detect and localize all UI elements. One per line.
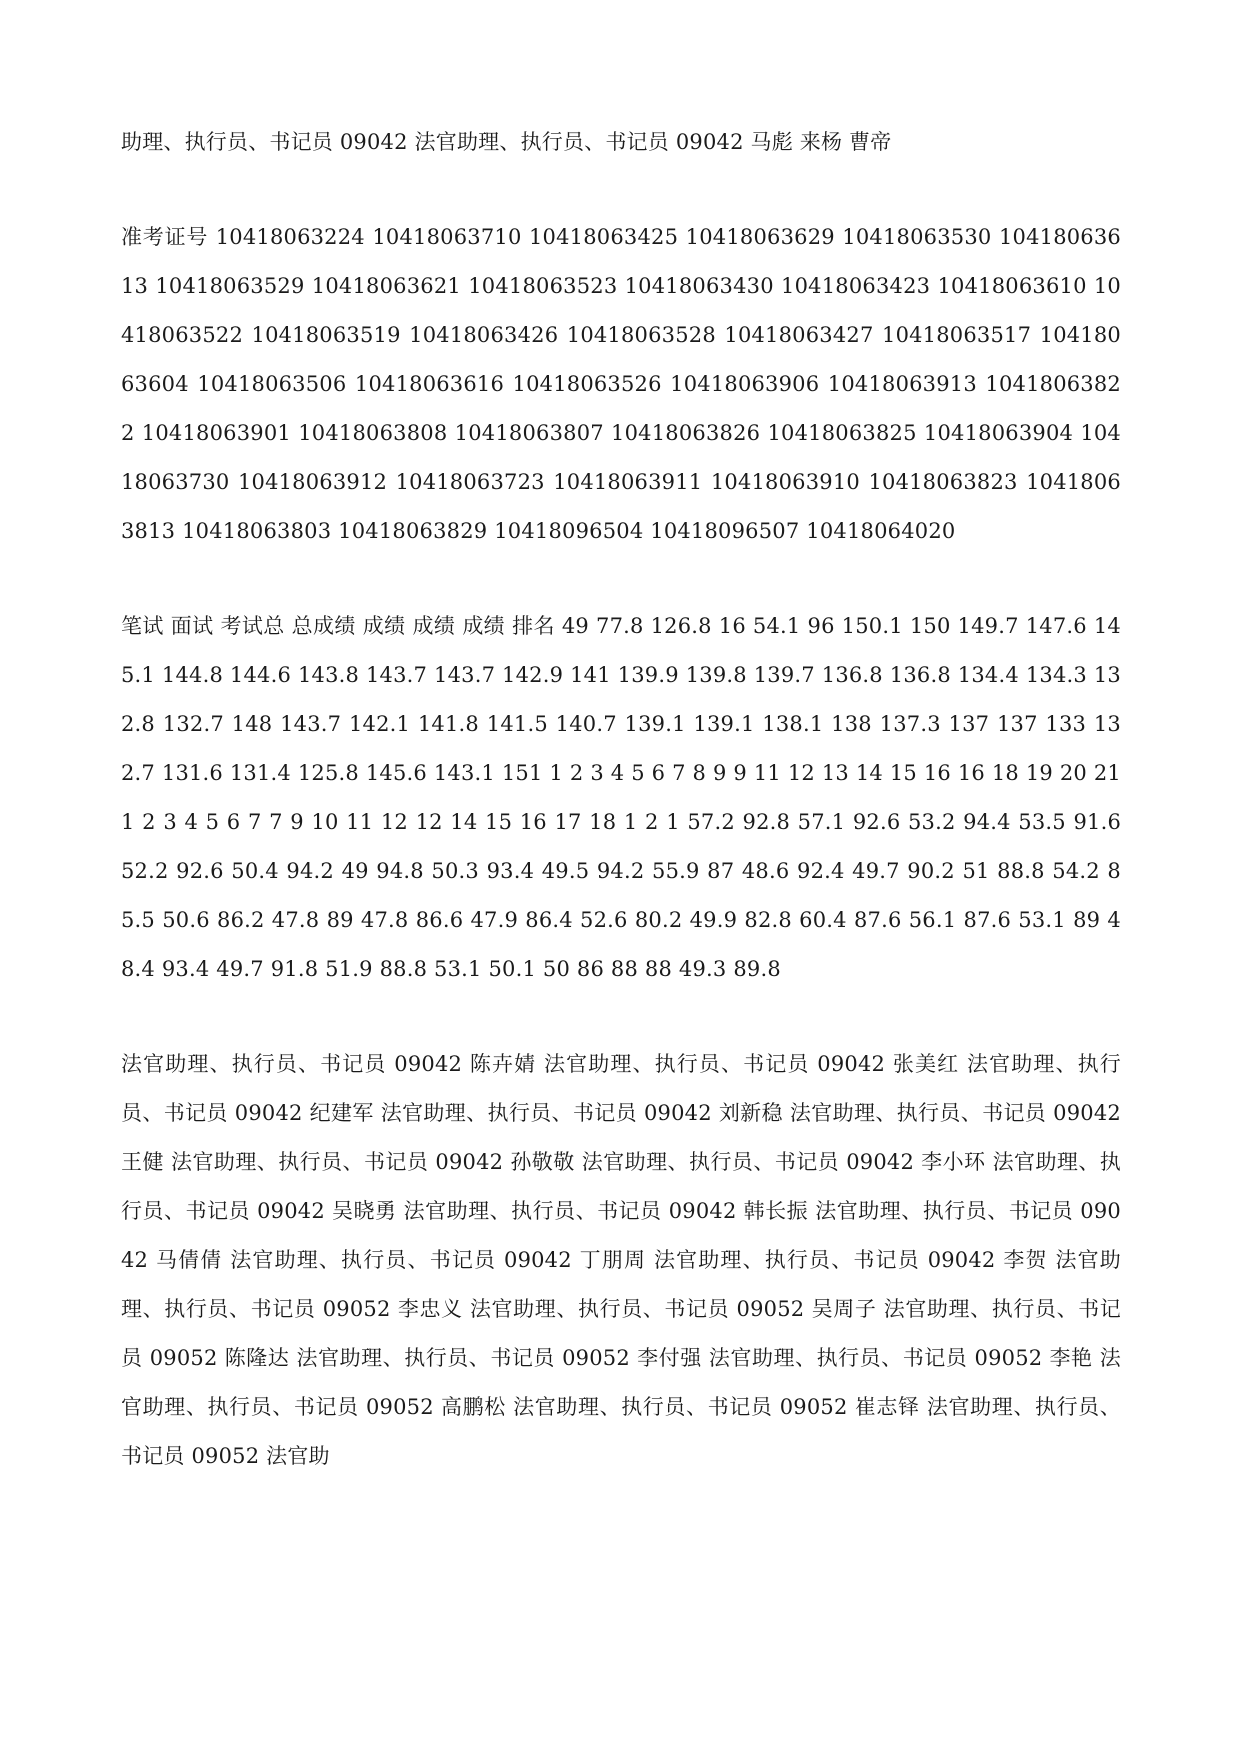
paragraph-admission-numbers: 准考证号 10418063224 10418063710 10418063425 10418063629 10418063530 10418063613 10418063529 10418063621 10418063523 10418063430 10418063423 10418063610 10418063522 10418063519 10418063426 10418063528 10418063427 10418063517 10418063604 10418063506 10418063616 10418063526 10418063906 10418063913 10418063822 10418063901 10418063808 10418063807 10418063826 10418063825 10418063904 10418063730 10418063912 10418063723 10418063911 10418063910 10418063823 10418063813 10418063803 10418063829 10418096504 10418096507 10418064020 [121, 225, 1121, 543]
paragraph-candidate-list: 法官助理、执行员、书记员 09042 陈卉婧 法官助理、执行员、书记员 09042 张美红 法官助理、执行员、书记员 09042 纪建军 法官助理、执行员、书记员 09042 刘新稳 法官助理、执行员、书记员 09042 王健 法官助理、执行员、书记员 09042 孙敬敬 法官助理、执行员、书记员 09042 李小环 法官助理、执行员、书记员 09042 吴晓勇 法官助理、执行员、书记员 09042 韩长振 法官助理、执行员、书记员 09042 马倩倩 法官助理、执行员、书记员 09042 丁朋周 法官助理、执行员、书记员 09042 李贺 法官助理、执行员、书记员 09052 李忠义 法官助理、执行员、书记员 09052 吴周子 法官助理、执行员、书记员 09052 陈隆达 法官助理、执行员、书记员 09052 李付强 法官助理、执行员、书记员 09052 李艳 法官助理、执行员、书记员 09052 高鹏松 法官助理、执行员、书记员 09052 崔志铎 法官助理、执行员、书记员 09052 法官助 [121, 1052, 1121, 1468]
paragraph-position-names: 助理、执行员、书记员 09042 法官助理、执行员、书记员 09042 马彪 来杨 曹帝 [121, 130, 892, 154]
paragraph-scores: 笔试 面试 考试总 总成绩 成绩 成绩 成绩 排名 49 77.8 126.8 16 54.1 96 150.1 150 149.7 147.6 145.1 144.8 144.6 143.8 143.7 143.7 142.9 141 139.9 139.8 139.7 136.8 136.8 134.4 134.3 132.8 132.7 148 143.7 142.1 141.8 141.5 140.7 139.1 139.1 138.1 138 137.3 137 137 133 132.7 131.6 131.4 125.8 145.6 143.1 151 1 2 3 4 5 6 7 8 9 9 11 12 13 14 15 16 16 18 19 20 21 1 2 3 4 5 6 7 7 9 10 11 12 12 14 15 16 17 18 1 2 1 57.2 92.8 57.1 92.6 53.2 94.4 53.5 91.6 52.2 92.6 50.4 94.2 49 94.8 50.3 93.4 49.5 94.2 55.9 87 48.6 92.4 49.7 90.2 51 88.8 54.2 85.5 50.6 86.2 47.8 89 47.8 86.6 47.9 86.4 52.6 80.2 49.9 82.8 60.4 87.6 56.1 87.6 53.1 89 48.4 93.4 49.7 91.8 51.9 88.8 53.1 50.1 50 86 88 88 49.3 89.8 [121, 614, 1121, 981]
document-page [121, 118, 1121, 1481]
